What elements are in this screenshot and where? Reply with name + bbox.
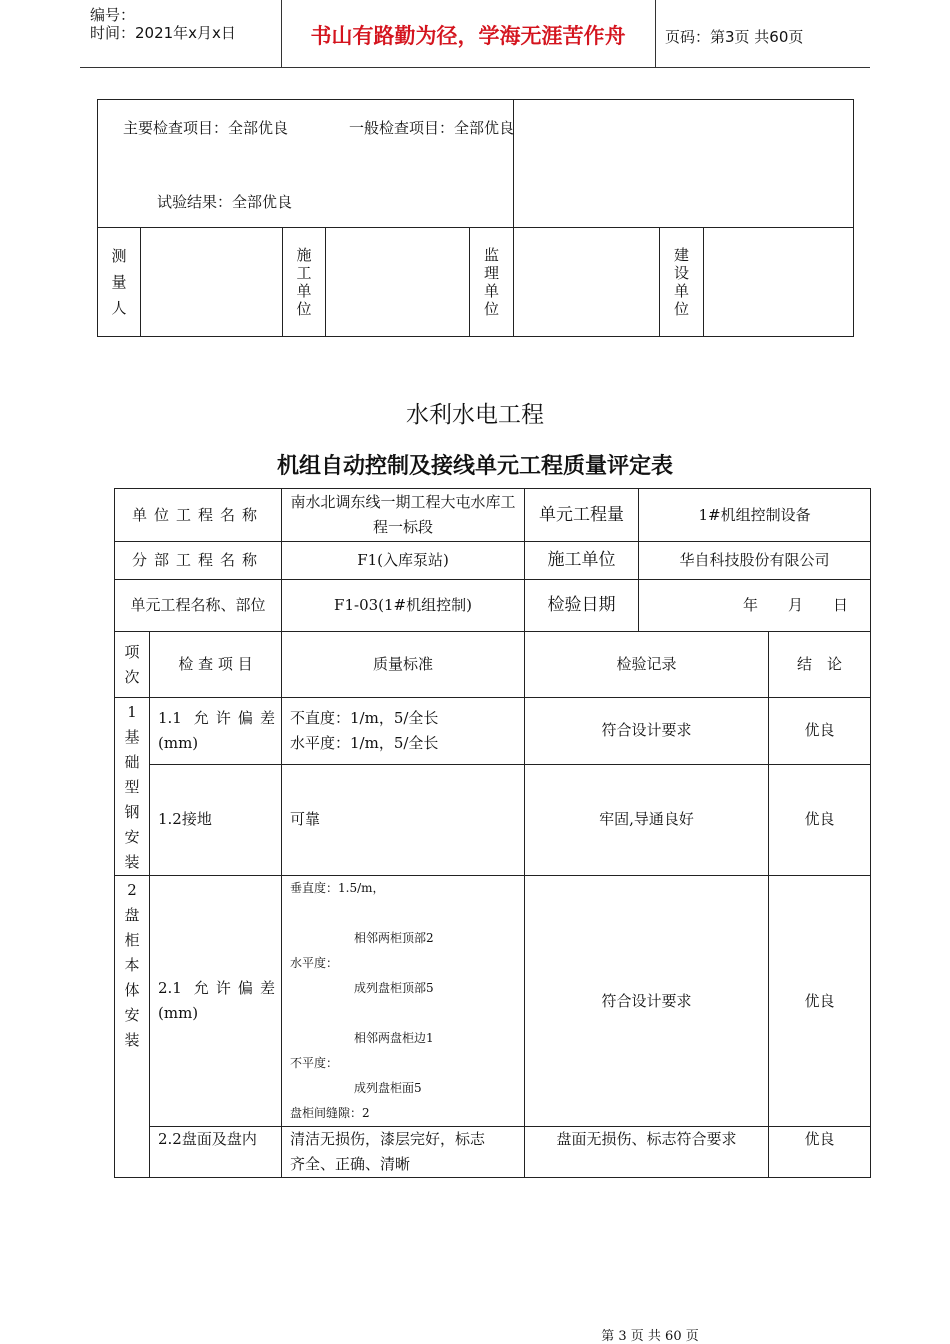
owner-role-label: 建 设 单 位 xyxy=(660,228,704,337)
serial-label: 编号： xyxy=(90,6,136,24)
table-row-item: 2.1 允许偏差 (mm) xyxy=(150,876,282,1127)
table-row-result: 优良 xyxy=(769,764,871,875)
table-row-standard: 不直度：1/m，5/全长 水平度：1/m，5/全长 xyxy=(282,698,525,765)
unit-quantity-label: 单元工程量 xyxy=(525,489,639,542)
table-row-record: 牢固,导通良好 xyxy=(525,764,769,875)
surveyor-label: 测 量 人 xyxy=(98,228,141,337)
main-items-text: 主要检查项目：全部优良 xyxy=(123,119,289,137)
page-footer: 第 3 页 共 60 页 xyxy=(601,1329,699,1344)
col-record: 检验记录 xyxy=(525,632,769,698)
table-row-result: 优良 xyxy=(769,1127,871,1178)
doc-title: 水利水电工程 xyxy=(406,402,544,428)
time-label: 时间：2021年x月x日 xyxy=(90,24,236,42)
table-row-record: 盘面无损伤、标志符合要求 xyxy=(525,1127,769,1178)
col-item-no: 项 次 xyxy=(115,632,150,698)
unit-project-label: 单位工程名称 xyxy=(115,489,282,542)
table-row-item: 2.2盘面及盘内 xyxy=(150,1127,282,1178)
group-2-label: 2 盘 柜 本 体 安 装 xyxy=(115,876,150,1178)
signature-table xyxy=(97,99,854,337)
contractor-value: 华自科技股份有限公司 xyxy=(639,542,871,580)
header-rule xyxy=(80,67,870,68)
test-result-text: 试验结果：全部优良 xyxy=(157,193,293,211)
table-row-standard: 垂直度：1.5/m， 相邻两柜顶部2 水平度： 成列盘柜顶部5 相邻两盘柜边1 不平度： 成列盘柜面5 盘柜间缝隙：2 xyxy=(282,876,525,1127)
doc-subtitle: 机组自动控制及接线单元工程质量评定表 xyxy=(276,454,673,479)
sub-project-value: F1(入库泵站) xyxy=(282,542,525,580)
table-row-result: 优良 xyxy=(769,876,871,1127)
table-row-standard: 清洁无损伤，漆层完好，标志 齐全、正确、清晰 xyxy=(282,1127,525,1178)
table-row-standard: 可靠 xyxy=(282,764,525,875)
surveyor-sign-cell xyxy=(141,228,283,337)
summary-blank-cell xyxy=(514,100,854,228)
element-value: F1-03(1#机组控制) xyxy=(282,580,525,632)
evaluation-table xyxy=(114,488,871,1178)
unit-quantity-value: 1#机组控制设备 xyxy=(639,489,871,542)
summary-cell xyxy=(98,100,514,228)
group-1-label: 1 基 础 型 钢 安 装 xyxy=(115,698,150,876)
col-conclusion: 结 论 xyxy=(769,632,871,698)
table-row-record: 符合设计要求 xyxy=(525,876,769,1127)
page-info: 页码：第3页 共60页 xyxy=(665,28,804,46)
supervisor-sign-cell xyxy=(514,228,660,337)
header-divider-2 xyxy=(655,0,656,68)
contractor-label: 施工单位 xyxy=(525,542,639,580)
sub-project-label: 分部工程名称 xyxy=(115,542,282,580)
table-row-result: 优良 xyxy=(769,698,871,765)
table-row-record: 符合设计要求 xyxy=(525,698,769,765)
general-items-text: 一般检查项目：全部优良 xyxy=(349,119,515,137)
col-standard: 质量标准 xyxy=(282,632,525,698)
owner-sign-cell xyxy=(704,228,854,337)
table-row-item: 1.2接地 xyxy=(150,764,282,875)
element-label: 单元工程名称、部位 xyxy=(115,580,282,632)
inspect-date-value: 年 月 日 xyxy=(639,580,871,632)
unit-project-value: 南水北调东线一期工程大屯水库工程一标段 xyxy=(282,489,525,542)
contractor-role-label: 施 工 单 位 xyxy=(283,228,326,337)
supervisor-role-label: 监 理 单 位 xyxy=(470,228,514,337)
contractor-sign-cell xyxy=(326,228,470,337)
table-row-item: 1.1 允许偏差 (mm) xyxy=(150,698,282,765)
header-motto: 书山有路勤为径，学海无涯苦作舟 xyxy=(310,24,626,48)
col-check-item: 检 查 项 目 xyxy=(150,632,282,698)
inspect-date-label: 检验日期 xyxy=(525,580,639,632)
